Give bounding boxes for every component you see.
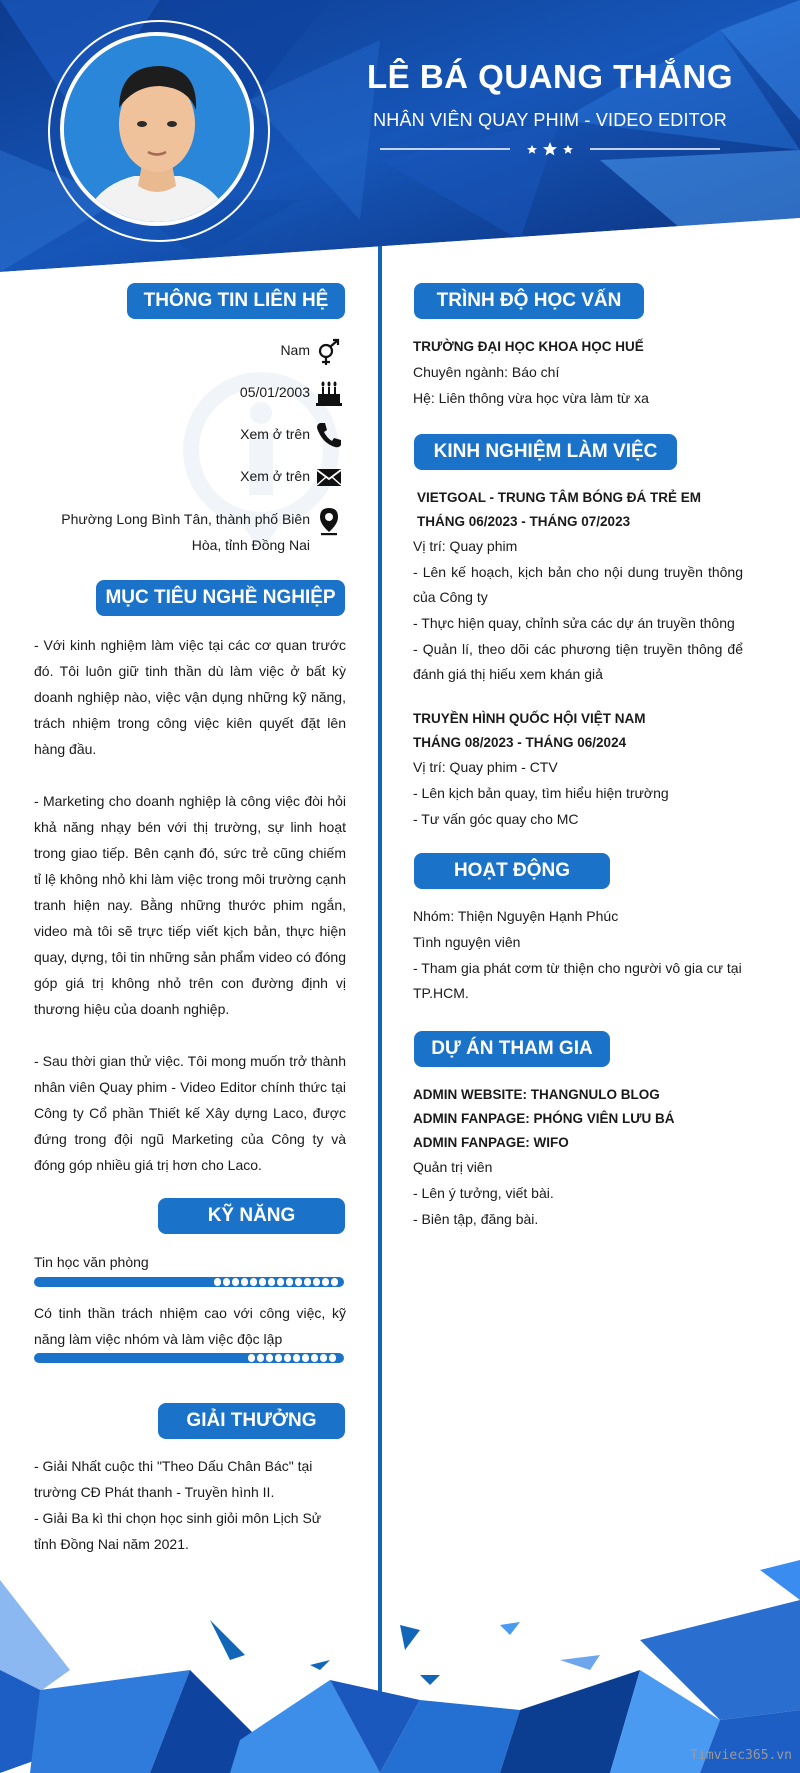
education-system: Hệ: Liên thông vừa học vừa làm từ xa <box>413 390 649 406</box>
skill-bar <box>34 1277 344 1287</box>
award-item: - Giải Ba kì thi chọn học sinh giỏi môn Lịch Sử tỉnh Đồng Nai năm 2021. <box>34 1510 322 1552</box>
skill-dot <box>293 1354 300 1362</box>
job-task: - Lên kịch bản quay, tìm hiểu hiện trường <box>413 785 669 801</box>
title-divider <box>380 140 720 158</box>
skill-dot <box>286 1278 293 1286</box>
skill-dot <box>311 1354 318 1362</box>
skill-dot <box>331 1278 338 1286</box>
footer-background <box>0 1560 800 1773</box>
star-icon <box>563 145 573 154</box>
objective-paragraph: - Marketing cho doanh nghiệp là công việc đòi hỏi khả năng nhạy bén với thị trường, sự linh hoạt trong giao tiếp. Bên cạnh đó, sức trẻ cũng chiếm tỉ lệ không nhỏ khi làm việc trong môi trường cạnh tranh hiện nay. Bằng những thước phim ngắn, video mà tôi sẽ trực tiếp viết kịch bản, thực hiện quay, dựng, tôi tin những sản phẩm video có đóng góp giá trị không nhỏ trên con đường định vị thương hiệu của doanh nghiệp. <box>34 793 346 1017</box>
project-item: ADMIN FANPAGE: PHÓNG VIÊN LƯU BÁ <box>413 1111 675 1126</box>
gender-value: Nam <box>280 342 310 358</box>
experience-heading: KINH NGHIỆM LÀM VIỆC <box>414 434 677 470</box>
skill-dot <box>284 1354 291 1362</box>
objective-paragraph: - Với kinh nghiệm làm việc tại các cơ quan trước đó. Tôi luôn giữ tinh thần dù làm việc ở bất kỳ doanh nghiệp nào, việc vận dụng những kỹ năng, trách nhiệm trong công việc kiên quyết đặt lên hàng đầu. <box>34 637 346 757</box>
activity-detail: - Tham gia phát cơm từ thiện cho người vô gia cư tại TP.HCM. <box>413 960 742 1001</box>
award-item: - Giải Nhất cuộc thi "Theo Dấu Chân Bác" tại trường CĐ Phát thanh - Truyền hình II. <box>34 1458 313 1500</box>
star-icon <box>543 142 557 156</box>
skill-dot <box>295 1278 302 1286</box>
skill-dot <box>313 1278 320 1286</box>
skill-bar <box>34 1353 344 1363</box>
education-major: Chuyên ngành: Báo chí <box>413 364 560 380</box>
location-pin-icon <box>314 506 344 536</box>
skill-dot <box>275 1354 282 1362</box>
contact-heading: THÔNG TIN LIÊN HỆ <box>127 283 345 319</box>
skill-label: Có tinh thần trách nhiệm cao với công việc, kỹ năng làm việc nhóm và làm việc độc lập <box>34 1305 346 1347</box>
star-icon <box>527 145 537 154</box>
skill-dot <box>277 1278 284 1286</box>
skill-dot <box>248 1354 255 1362</box>
education-heading: TRÌNH ĐỘ HỌC VẤN <box>414 283 644 319</box>
skill-dot <box>322 1278 329 1286</box>
skill-dot <box>232 1278 239 1286</box>
objective-paragraph: - Sau thời gian thử việc. Tôi mong muốn trở thành nhân viên Quay phim - Video Editor chính thức tại Công ty Cổ phần Thiết kế Xây dựng Laco, được đứng trong đội ngũ Marketing của Công ty và đóng góp nhiều giá trị hơn cho Laco. <box>34 1053 346 1173</box>
project-item: ADMIN FANPAGE: WIFO <box>413 1135 569 1150</box>
activity-role: Tình nguyện viên <box>413 934 521 950</box>
skill-dot <box>268 1278 275 1286</box>
address-value: Phường Long Bình Tân, thành phố Biên Hòa, tỉnh Đồng Nai <box>61 511 310 553</box>
phone-icon <box>314 420 344 450</box>
job-task: - Thực hiện quay, chỉnh sửa các dự án truyền thông <box>413 615 735 631</box>
column-divider <box>378 246 382 1716</box>
avatar-frame <box>48 20 270 242</box>
job-company: TRUYỀN HÌNH QUỐC HỘI VIỆT NAM <box>413 711 646 726</box>
skill-dot <box>257 1354 264 1362</box>
skill-dot <box>320 1354 327 1362</box>
job-task: - Tư vấn góc quay cho MC <box>413 811 579 827</box>
email-value: Xem ở trên <box>240 468 310 484</box>
activities-heading: HOẠT ĐỘNG <box>414 853 610 889</box>
candidate-title: NHÂN VIÊN QUAY PHIM - VIDEO EDITOR <box>373 110 727 130</box>
project-item: ADMIN WEBSITE: THANGNULO BLOG <box>413 1087 660 1102</box>
gender-icon <box>314 337 344 367</box>
project-task: - Lên ý tưởng, viết bài. <box>413 1185 554 1201</box>
skill-dot <box>214 1278 221 1286</box>
phone-value: Xem ở trên <box>240 426 310 442</box>
skill-dot <box>302 1354 309 1362</box>
skill-dot <box>304 1278 311 1286</box>
job-period: THÁNG 06/2023 - THÁNG 07/2023 <box>417 514 631 529</box>
skill-dot <box>223 1278 230 1286</box>
brand-watermark: Timviec365.vn <box>690 1748 792 1763</box>
envelope-icon <box>314 462 344 492</box>
job-position: Vị trí: Quay phim - CTV <box>413 759 558 775</box>
project-task: - Biên tập, đăng bài. <box>413 1211 539 1227</box>
skills-heading: KỸ NĂNG <box>158 1198 345 1234</box>
birthday-cake-icon <box>314 378 344 408</box>
education-school: TRƯỜNG ĐẠI HỌC KHOA HỌC HUẾ <box>413 339 644 354</box>
job-task: - Quản lí, theo dõi các phương tiện truyền thông để đánh giá thị hiếu xem khán giả <box>413 641 743 682</box>
skill-dot <box>259 1278 266 1286</box>
awards-heading: GIẢI THƯỞNG <box>158 1403 345 1439</box>
skill-dot <box>266 1354 273 1362</box>
job-company: VIETGOAL - TRUNG TÂM BÓNG ĐÁ TRẺ EM <box>417 490 701 505</box>
activity-group: Nhóm: Thiện Nguyện Hạnh Phúc <box>413 908 619 924</box>
avatar <box>60 32 254 226</box>
project-role: Quản trị viên <box>413 1159 493 1175</box>
birthday-value: 05/01/2003 <box>239 384 310 400</box>
skill-dot <box>329 1354 336 1362</box>
candidate-name: LÊ BÁ QUANG THẮNG <box>367 58 733 95</box>
skill-label: Tin học văn phòng <box>34 1254 149 1270</box>
job-position: Vị trí: Quay phim <box>413 538 518 554</box>
avatar-portrait <box>64 36 250 222</box>
objective-heading: MỤC TIÊU NGHỀ NGHIỆP <box>96 580 345 616</box>
projects-heading: DỰ ÁN THAM GIA <box>414 1031 610 1067</box>
job-task: - Lên kế hoạch, kịch bản cho nội dung truyền thông của Công ty <box>413 564 743 605</box>
skill-dot <box>250 1278 257 1286</box>
skill-dot <box>241 1278 248 1286</box>
job-period: THÁNG 08/2023 - THÁNG 06/2024 <box>413 735 627 750</box>
